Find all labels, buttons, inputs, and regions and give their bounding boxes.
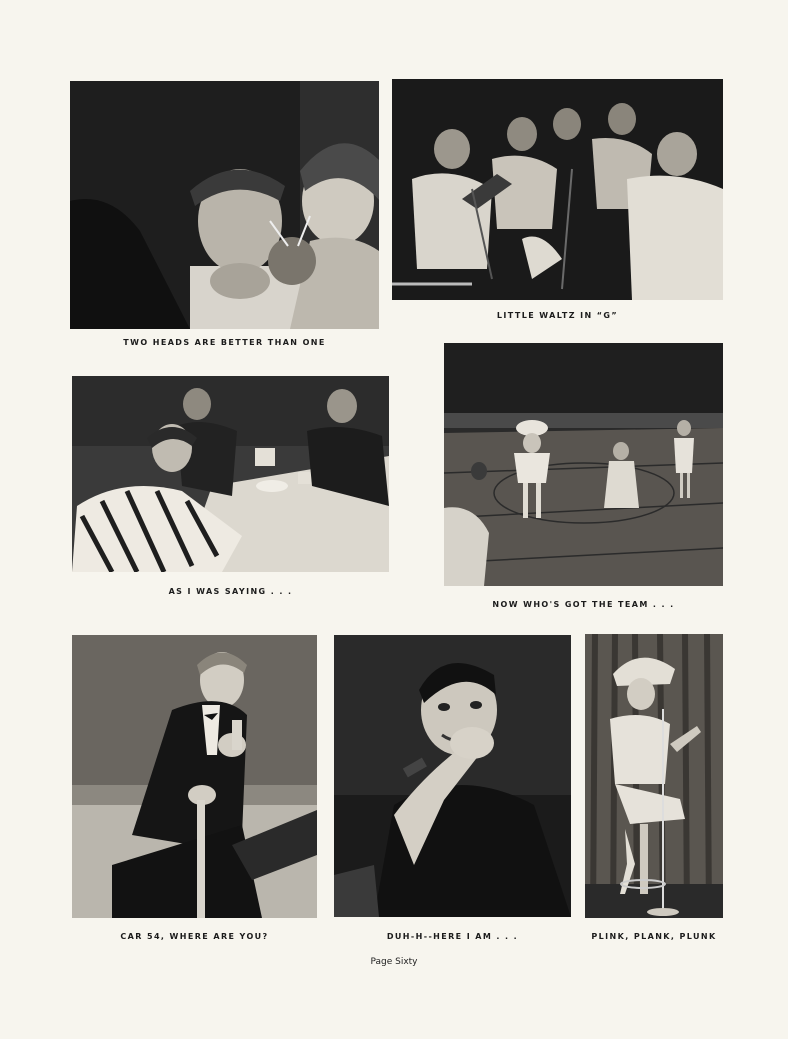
page-number: Page Sixty — [370, 957, 418, 967]
photo-here-i-am — [334, 635, 571, 917]
photo-gym-dance — [444, 343, 723, 586]
photo-two-heads — [70, 81, 379, 329]
photo-table-talk — [72, 376, 389, 572]
caption-car-54: CAR 54, WHERE ARE YOU? — [120, 932, 269, 941]
photo-orchestra — [392, 79, 723, 300]
photo-plink-plank — [585, 634, 723, 918]
caption-here-i-am: DUH-H--HERE I AM . . . — [386, 932, 519, 941]
photo-car-54 — [72, 635, 317, 918]
caption-plink-plank: PLINK, PLANK, PLUNK — [591, 932, 717, 941]
caption-two-heads: TWO HEADS ARE BETTER THAN ONE — [123, 338, 326, 347]
caption-gym-dance: NOW WHO'S GOT THE TEAM . . . — [492, 600, 675, 609]
caption-table-talk: AS I WAS SAYING . . . — [168, 587, 293, 596]
caption-orchestra: LITTLE WALTZ IN “G” — [496, 311, 619, 320]
